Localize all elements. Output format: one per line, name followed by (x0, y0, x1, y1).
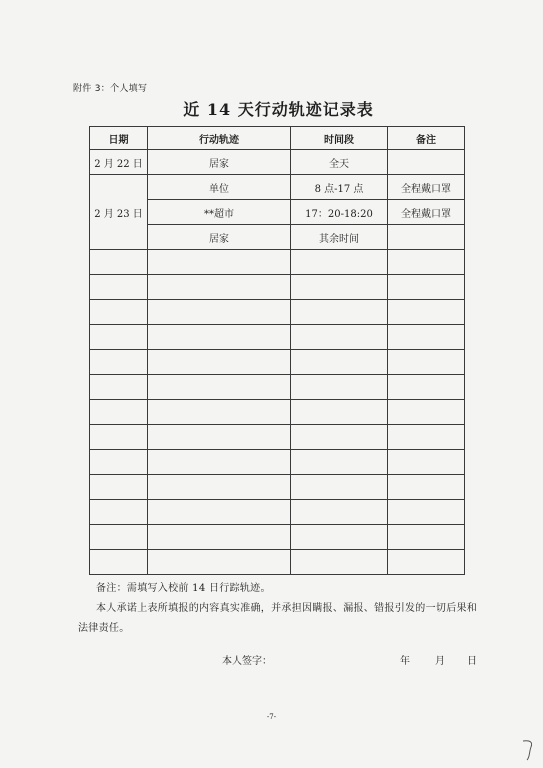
blank-cell (388, 550, 465, 575)
blank-cell (388, 500, 465, 525)
table-row (90, 150, 465, 175)
pledge-text: 本人承诺上表所填报的内容真实准确，并承担因瞒报、漏报、错报引发的一切后果和法律责任。 (78, 603, 478, 634)
blank-cell (388, 300, 465, 325)
cell-date: 2 月 23 日 (90, 175, 148, 250)
cell-time: 8 点-17 点 (291, 175, 388, 200)
blank-cell (291, 475, 388, 500)
blank-cell (90, 550, 148, 575)
blank-cell (148, 450, 291, 475)
blank-cell (90, 400, 148, 425)
cell-track: 居家 (148, 225, 291, 250)
cell-track: **超市 (148, 200, 291, 225)
header-track: 行动轨迹 (148, 127, 291, 150)
cell-remark: 全程戴口罩 (388, 200, 465, 225)
blank-cell (388, 425, 465, 450)
table-row-blank (90, 475, 465, 500)
blank-cell (90, 250, 148, 275)
blank-cell (388, 350, 465, 375)
cell-time: 全天 (291, 150, 388, 175)
blank-cell (291, 500, 388, 525)
blank-cell (291, 350, 388, 375)
blank-cell (90, 325, 148, 350)
blank-cell (148, 550, 291, 575)
table-row-blank (90, 550, 465, 575)
blank-cell (148, 300, 291, 325)
blank-cell (90, 300, 148, 325)
blank-cell (291, 525, 388, 550)
cell-track: 居家 (148, 150, 291, 175)
table-row-blank (90, 325, 465, 350)
blank-cell (291, 250, 388, 275)
blank-cell (291, 325, 388, 350)
blank-cell (388, 475, 465, 500)
blank-cell (388, 250, 465, 275)
blank-cell (291, 400, 388, 425)
table-header-row (90, 127, 465, 150)
attachment-label: 附件 3：个人填写 (73, 84, 148, 94)
blank-cell (148, 475, 291, 500)
cell-remark (388, 225, 465, 250)
blank-cell (148, 250, 291, 275)
blank-cell (291, 425, 388, 450)
trajectory-table (89, 126, 465, 575)
blank-cell (291, 275, 388, 300)
table-row-blank (90, 375, 465, 400)
table-note: 备注：需填写入校前 14 日行踪轨迹。 (96, 583, 271, 594)
blank-cell (148, 375, 291, 400)
blank-cell (90, 525, 148, 550)
cell-track: 单位 (148, 175, 291, 200)
blank-cell (291, 375, 388, 400)
table-row-blank (90, 425, 465, 450)
table-row (90, 175, 465, 200)
table-row-blank (90, 525, 465, 550)
blank-cell (388, 325, 465, 350)
blank-cell (148, 500, 291, 525)
blank-cell (291, 300, 388, 325)
blank-cell (90, 425, 148, 450)
blank-cell (90, 275, 148, 300)
blank-cell (148, 350, 291, 375)
blank-cell (388, 375, 465, 400)
date-day-label: 日 (467, 656, 477, 667)
pen-stroke-mark (521, 738, 535, 762)
blank-cell (148, 400, 291, 425)
table-row-blank (90, 250, 465, 275)
blank-cell (90, 475, 148, 500)
blank-cell (148, 425, 291, 450)
blank-cell (388, 525, 465, 550)
header-time: 时间段 (291, 127, 388, 150)
blank-cell (148, 275, 291, 300)
blank-cell (291, 450, 388, 475)
header-remark: 备注 (388, 127, 465, 150)
cell-remark: 全程戴口罩 (388, 175, 465, 200)
cell-time: 其余时间 (291, 225, 388, 250)
page-title: 近 14 天行动轨迹记录表 (183, 100, 374, 119)
blank-cell (388, 450, 465, 475)
blank-cell (90, 450, 148, 475)
signature-label: 本人签字： (222, 656, 272, 667)
header-date: 日期 (90, 127, 148, 150)
table-row-blank (90, 400, 465, 425)
blank-cell (388, 400, 465, 425)
cell-date: 2 月 22 日 (90, 150, 148, 175)
blank-cell (90, 375, 148, 400)
blank-cell (291, 550, 388, 575)
page-number: -7- (266, 713, 277, 721)
table-row-blank (90, 275, 465, 300)
date-month-label: 月 (435, 656, 445, 667)
blank-cell (148, 325, 291, 350)
table-row-blank (90, 350, 465, 375)
cell-time: 17：20-18:20 (291, 200, 388, 225)
table-row-blank (90, 300, 465, 325)
cell-remark (388, 150, 465, 175)
blank-cell (90, 500, 148, 525)
table-row-blank (90, 500, 465, 525)
table-row-blank (90, 450, 465, 475)
blank-cell (388, 275, 465, 300)
blank-cell (148, 525, 291, 550)
blank-cell (90, 350, 148, 375)
date-year-label: 年 (400, 656, 410, 667)
